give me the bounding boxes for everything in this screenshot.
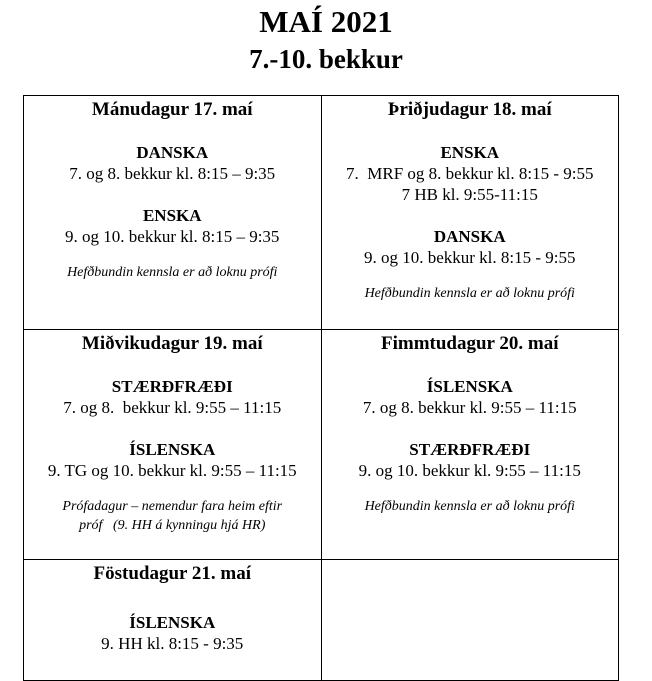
exam-time: 7. og 8. bekkur kl. 8:15 – 9:35	[69, 164, 276, 183]
day-title: Fimmtudagur 20. maí	[380, 333, 559, 354]
exam-subject: STÆRÐFRÆÐI	[409, 440, 531, 459]
exam-time: 7. MRF og 8. bekkur kl. 8:15 - 9:55	[346, 164, 594, 183]
exam-schedule-table	[23, 95, 619, 681]
exam-subject: STÆRÐFRÆÐI	[111, 377, 233, 396]
note-line: Hefðbundin kennsla er að loknu prófi	[364, 286, 575, 301]
exam-subject: ENSKA	[440, 143, 500, 162]
exam-subject: ÍSLENSKA	[129, 613, 216, 632]
empty-cell	[321, 560, 619, 681]
day-note	[26, 497, 319, 535]
day-title: Mánudagur 17. maí	[91, 99, 253, 120]
table-row	[24, 330, 619, 560]
exam-block	[26, 206, 319, 247]
exam-block	[324, 143, 617, 205]
page-subtitle: 7.-10. bekkur	[249, 44, 403, 74]
day-note	[324, 284, 617, 303]
exam-block	[324, 227, 617, 268]
exam-time: 7. og 8. bekkur kl. 9:55 – 11:15	[362, 398, 577, 417]
page-title: MAÍ 2021	[259, 4, 393, 39]
exam-subject: ÍSLENSKA	[129, 440, 216, 459]
exam-block	[26, 440, 319, 481]
note-line: Prófadagur – nemendur fara heim eftir	[62, 499, 283, 514]
note-line: Hefðbundin kennsla er að loknu prófi	[67, 265, 278, 280]
exam-block	[324, 377, 617, 418]
exam-time: 9. og 10. bekkur kl. 8:15 - 9:55	[363, 248, 576, 267]
table-row	[24, 96, 619, 330]
exam-subject: DANSKA	[136, 143, 209, 162]
exam-subject: ÍSLENSKA	[426, 377, 513, 396]
day-cell-friday	[24, 560, 322, 681]
exam-block	[26, 143, 319, 184]
note-line: próf (9. HH á kynningu hjá HR)	[79, 518, 266, 533]
day-cell-monday	[24, 96, 322, 330]
exam-subject: DANSKA	[433, 227, 506, 246]
note-line: Hefðbundin kennsla er að loknu prófi	[364, 499, 575, 514]
exam-block	[324, 440, 617, 481]
table-row	[24, 560, 619, 681]
exam-time: 7. og 8. bekkur kl. 9:55 – 11:15	[63, 398, 282, 417]
day-title: Þriðjudagur 18. maí	[387, 99, 552, 120]
day-cell-tuesday	[321, 96, 619, 330]
exam-time: 7 HB kl. 9:55-11:15	[401, 185, 538, 204]
exam-time: 9. HH kl. 8:15 - 9:35	[101, 634, 244, 653]
day-cell-wednesday	[24, 330, 322, 560]
day-note	[26, 263, 319, 282]
exam-subject: ENSKA	[142, 206, 202, 225]
day-cell-thursday	[321, 330, 619, 560]
exam-block	[26, 613, 319, 654]
day-title: Miðvikudagur 19. maí	[81, 333, 263, 354]
day-note	[324, 497, 617, 516]
exam-block	[26, 377, 319, 418]
exam-time: 9. og 10. bekkur kl. 8:15 – 9:35	[65, 227, 280, 246]
day-title: Föstudagur 21. maí	[93, 563, 251, 584]
exam-time: 9. TG og 10. bekkur kl. 9:55 – 11:15	[47, 461, 297, 480]
exam-time: 9. og 10. bekkur kl. 9:55 – 11:15	[358, 461, 581, 480]
